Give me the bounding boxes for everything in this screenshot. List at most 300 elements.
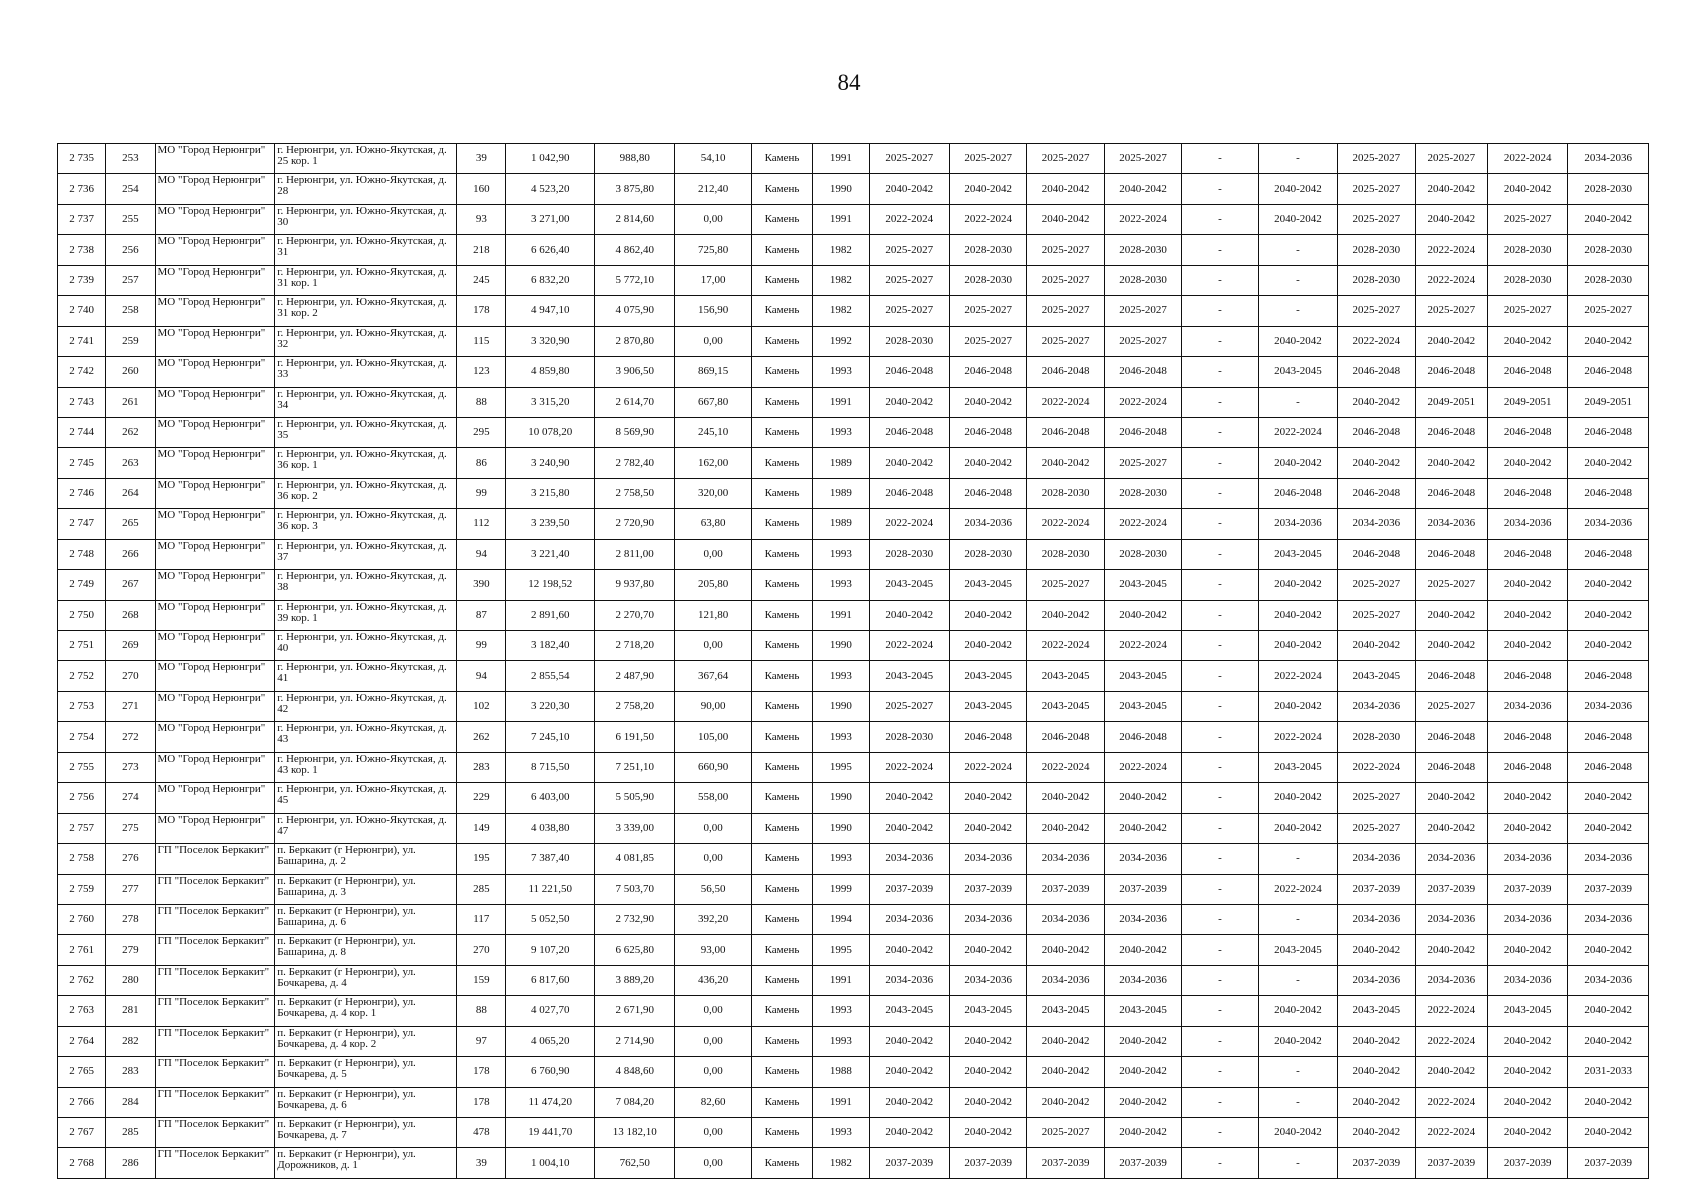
cell-wall-material: Камень — [751, 357, 812, 387]
cell-work-period-1: 2040-2042 — [869, 448, 949, 478]
cell-nonresidential-area: 0,00 — [675, 1118, 751, 1148]
cell-work-period-1: 2046-2048 — [869, 478, 949, 508]
cell-address: п. Беркакит (г Нерюнгри), ул. Башарина, д. 8 — [275, 935, 457, 965]
cell-municipality: ГП "Поселок Беркакит" — [155, 1148, 275, 1178]
cell-work-period-5: - — [1182, 783, 1258, 813]
cell-work-period-7: 2025-2027 — [1338, 570, 1415, 600]
cell-work-period-3: 2028-2030 — [1027, 539, 1104, 569]
cell-address: г. Нерюнгри, ул. Южно-Якутская, д. 38 — [275, 570, 457, 600]
cell-nonresidential-area: 0,00 — [675, 539, 751, 569]
cell-living-area: 4 848,60 — [594, 1057, 674, 1087]
cell-address: г. Нерюнгри, ул. Южно-Якутская, д. 42 — [275, 691, 457, 721]
cell-work-period-6: 2043-2045 — [1258, 357, 1337, 387]
cell-work-period-6: - — [1258, 235, 1337, 265]
cell-total-area: 3 221,40 — [506, 539, 595, 569]
cell-work-period-9: 2037-2039 — [1487, 1148, 1567, 1178]
cell-house-number: 262 — [106, 417, 155, 447]
cell-nonresidential-area: 0,00 — [675, 1148, 751, 1178]
cell-residents: 86 — [457, 448, 506, 478]
table-row — [58, 844, 1649, 874]
cell-work-period-4: 2040-2042 — [1104, 600, 1181, 630]
cell-work-period-8: 2046-2048 — [1415, 539, 1487, 569]
cell-work-period-7: 2025-2027 — [1338, 600, 1415, 630]
cell-total-area: 6 403,00 — [506, 783, 595, 813]
cell-row-number: 2 748 — [58, 539, 106, 569]
cell-municipality: МО "Город Нерюнгри" — [155, 539, 275, 569]
cell-living-area: 4 081,85 — [594, 844, 674, 874]
cell-work-period-8: 2040-2042 — [1415, 1057, 1487, 1087]
cell-work-period-2: 2040-2042 — [949, 1087, 1026, 1117]
cell-house-number: 253 — [106, 144, 155, 174]
cell-work-period-2: 2037-2039 — [949, 1148, 1026, 1178]
cell-house-number: 279 — [106, 935, 155, 965]
cell-total-area: 7 387,40 — [506, 844, 595, 874]
cell-residents: 39 — [457, 1148, 506, 1178]
cell-work-period-5: - — [1182, 1118, 1258, 1148]
cell-total-area: 4 065,20 — [506, 1026, 595, 1056]
cell-work-period-4: 2034-2036 — [1104, 904, 1181, 934]
cell-nonresidential-area: 56,50 — [675, 874, 751, 904]
cell-work-period-2: 2040-2042 — [949, 1118, 1026, 1148]
cell-work-period-1: 2040-2042 — [869, 935, 949, 965]
cell-work-period-3: 2040-2042 — [1027, 174, 1104, 204]
cell-nonresidential-area: 17,00 — [675, 265, 751, 295]
cell-address: г. Нерюнгри, ул. Южно-Якутская, д. 30 — [275, 204, 457, 234]
cell-work-period-1: 2025-2027 — [869, 265, 949, 295]
cell-municipality: ГП "Поселок Беркакит" — [155, 935, 275, 965]
cell-work-period-7: 2028-2030 — [1338, 722, 1415, 752]
cell-municipality: ГП "Поселок Беркакит" — [155, 1118, 275, 1148]
cell-year-built: 1993 — [813, 661, 869, 691]
cell-nonresidential-area: 367,64 — [675, 661, 751, 691]
cell-row-number: 2 737 — [58, 204, 106, 234]
cell-work-period-4: 2037-2039 — [1104, 874, 1181, 904]
cell-work-period-3: 2043-2045 — [1027, 661, 1104, 691]
cell-year-built: 1982 — [813, 1148, 869, 1178]
cell-work-period-2: 2040-2042 — [949, 600, 1026, 630]
cell-house-number: 274 — [106, 783, 155, 813]
cell-address: п. Беркакит (г Нерюнгри), ул. Дорожников, д. 1 — [275, 1148, 457, 1178]
cell-work-period-8: 2034-2036 — [1415, 965, 1487, 995]
cell-work-period-2: 2046-2048 — [949, 722, 1026, 752]
cell-wall-material: Камень — [751, 1087, 812, 1117]
table-row — [58, 539, 1649, 569]
cell-work-period-6: 2040-2042 — [1258, 174, 1337, 204]
cell-nonresidential-area: 725,80 — [675, 235, 751, 265]
table-row — [58, 935, 1649, 965]
cell-work-period-1: 2040-2042 — [869, 387, 949, 417]
cell-work-period-4: 2040-2042 — [1104, 783, 1181, 813]
cell-living-area: 2 758,50 — [594, 478, 674, 508]
cell-work-period-8: 2040-2042 — [1415, 174, 1487, 204]
cell-work-period-3: 2040-2042 — [1027, 204, 1104, 234]
cell-work-period-6: - — [1258, 1057, 1337, 1087]
cell-nonresidential-area: 156,90 — [675, 296, 751, 326]
cell-work-period-2: 2043-2045 — [949, 661, 1026, 691]
cell-work-period-10: 2040-2042 — [1568, 813, 1649, 843]
cell-row-number: 2 751 — [58, 631, 106, 661]
cell-work-period-7: 2037-2039 — [1338, 1148, 1415, 1178]
cell-work-period-7: 2040-2042 — [1338, 1026, 1415, 1056]
cell-work-period-5: - — [1182, 874, 1258, 904]
cell-work-period-10: 2046-2048 — [1568, 357, 1649, 387]
cell-work-period-8: 2040-2042 — [1415, 600, 1487, 630]
cell-work-period-2: 2034-2036 — [949, 904, 1026, 934]
cell-address: п. Беркакит (г Нерюнгри), ул. Башарина, д. 3 — [275, 874, 457, 904]
cell-work-period-5: - — [1182, 691, 1258, 721]
cell-year-built: 1989 — [813, 509, 869, 539]
cell-living-area: 2 758,20 — [594, 691, 674, 721]
cell-year-built: 1990 — [813, 783, 869, 813]
cell-residents: 285 — [457, 874, 506, 904]
table-row — [58, 904, 1649, 934]
cell-total-area: 4 027,70 — [506, 996, 595, 1026]
cell-work-period-10: 2040-2042 — [1568, 1087, 1649, 1117]
cell-work-period-3: 2040-2042 — [1027, 1057, 1104, 1087]
cell-work-period-4: 2028-2030 — [1104, 235, 1181, 265]
cell-row-number: 2 749 — [58, 570, 106, 600]
table-row — [58, 965, 1649, 995]
cell-work-period-1: 2040-2042 — [869, 1026, 949, 1056]
cell-year-built: 1993 — [813, 1026, 869, 1056]
cell-work-period-7: 2022-2024 — [1338, 752, 1415, 782]
cell-wall-material: Камень — [751, 631, 812, 661]
cell-address: г. Нерюнгри, ул. Южно-Якутская, д. 31 кор. 2 — [275, 296, 457, 326]
cell-work-period-2: 2028-2030 — [949, 539, 1026, 569]
cell-work-period-7: 2025-2027 — [1338, 813, 1415, 843]
cell-work-period-9: 2037-2039 — [1487, 874, 1567, 904]
cell-municipality: МО "Город Нерюнгри" — [155, 417, 275, 447]
cell-nonresidential-area: 392,20 — [675, 904, 751, 934]
cell-work-period-5: - — [1182, 417, 1258, 447]
cell-nonresidential-area: 0,00 — [675, 996, 751, 1026]
cell-work-period-4: 2043-2045 — [1104, 996, 1181, 1026]
cell-work-period-7: 2043-2045 — [1338, 661, 1415, 691]
cell-work-period-9: 2025-2027 — [1487, 204, 1567, 234]
cell-wall-material: Камень — [751, 448, 812, 478]
cell-living-area: 2 814,60 — [594, 204, 674, 234]
cell-year-built: 1993 — [813, 1118, 869, 1148]
cell-work-period-7: 2034-2036 — [1338, 509, 1415, 539]
cell-work-period-9: 2040-2042 — [1487, 935, 1567, 965]
cell-address: п. Беркакит (г Нерюнгри), ул. Бочкарева, д. 4 кор. 2 — [275, 1026, 457, 1056]
cell-work-period-1: 2040-2042 — [869, 600, 949, 630]
cell-residents: 123 — [457, 357, 506, 387]
cell-total-area: 3 239,50 — [506, 509, 595, 539]
cell-municipality: МО "Город Нерюнгри" — [155, 631, 275, 661]
cell-work-period-5: - — [1182, 539, 1258, 569]
cell-work-period-4: 2046-2048 — [1104, 357, 1181, 387]
table-row — [58, 509, 1649, 539]
cell-work-period-7: 2034-2036 — [1338, 844, 1415, 874]
cell-work-period-6: 2040-2042 — [1258, 448, 1337, 478]
cell-work-period-5: - — [1182, 813, 1258, 843]
cell-work-period-8: 2034-2036 — [1415, 509, 1487, 539]
cell-total-area: 2 891,60 — [506, 600, 595, 630]
cell-nonresidential-area: 667,80 — [675, 387, 751, 417]
cell-residents: 262 — [457, 722, 506, 752]
cell-total-area: 3 315,20 — [506, 387, 595, 417]
cell-work-period-9: 2046-2048 — [1487, 539, 1567, 569]
cell-work-period-6: 2022-2024 — [1258, 661, 1337, 691]
cell-work-period-6: - — [1258, 1148, 1337, 1178]
table-row — [58, 813, 1649, 843]
cell-municipality: ГП "Поселок Беркакит" — [155, 1057, 275, 1087]
cell-wall-material: Камень — [751, 904, 812, 934]
cell-work-period-10: 2037-2039 — [1568, 1148, 1649, 1178]
cell-work-period-5: - — [1182, 265, 1258, 295]
cell-total-area: 6 626,40 — [506, 235, 595, 265]
cell-work-period-1: 2040-2042 — [869, 1118, 949, 1148]
cell-residents: 97 — [457, 1026, 506, 1056]
cell-work-period-6: - — [1258, 387, 1337, 417]
cell-wall-material: Камень — [751, 570, 812, 600]
cell-row-number: 2 766 — [58, 1087, 106, 1117]
table-row — [58, 570, 1649, 600]
cell-work-period-5: - — [1182, 722, 1258, 752]
cell-municipality: МО "Город Нерюнгри" — [155, 296, 275, 326]
cell-address: г. Нерюнгри, ул. Южно-Якутская, д. 33 — [275, 357, 457, 387]
cell-work-period-5: - — [1182, 752, 1258, 782]
cell-work-period-10: 2046-2048 — [1568, 417, 1649, 447]
cell-year-built: 1991 — [813, 204, 869, 234]
cell-living-area: 2 811,00 — [594, 539, 674, 569]
cell-work-period-2: 2043-2045 — [949, 570, 1026, 600]
cell-living-area: 8 569,90 — [594, 417, 674, 447]
cell-address: г. Нерюнгри, ул. Южно-Якутская, д. 36 кор. 2 — [275, 478, 457, 508]
cell-work-period-2: 2037-2039 — [949, 874, 1026, 904]
cell-work-period-6: 2040-2042 — [1258, 600, 1337, 630]
cell-work-period-10: 2040-2042 — [1568, 1026, 1649, 1056]
cell-nonresidential-area: 320,00 — [675, 478, 751, 508]
cell-work-period-7: 2028-2030 — [1338, 265, 1415, 295]
cell-address: г. Нерюнгри, ул. Южно-Якутская, д. 36 кор. 3 — [275, 509, 457, 539]
cell-work-period-3: 2025-2027 — [1027, 326, 1104, 356]
cell-living-area: 5 772,10 — [594, 265, 674, 295]
cell-work-period-4: 2025-2027 — [1104, 326, 1181, 356]
cell-work-period-4: 2028-2030 — [1104, 539, 1181, 569]
cell-address: г. Нерюнгри, ул. Южно-Якутская, д. 37 — [275, 539, 457, 569]
cell-work-period-9: 2040-2042 — [1487, 448, 1567, 478]
cell-municipality: ГП "Поселок Беркакит" — [155, 844, 275, 874]
cell-work-period-6: - — [1258, 265, 1337, 295]
cell-work-period-2: 2034-2036 — [949, 965, 1026, 995]
cell-work-period-6: - — [1258, 1087, 1337, 1117]
cell-work-period-6: 2022-2024 — [1258, 722, 1337, 752]
cell-work-period-1: 2040-2042 — [869, 1087, 949, 1117]
cell-year-built: 1990 — [813, 631, 869, 661]
cell-work-period-2: 2040-2042 — [949, 1057, 1026, 1087]
cell-work-period-6: 2043-2045 — [1258, 539, 1337, 569]
cell-work-period-7: 2040-2042 — [1338, 387, 1415, 417]
cell-work-period-5: - — [1182, 1148, 1258, 1178]
cell-municipality: МО "Город Нерюнгри" — [155, 722, 275, 752]
cell-nonresidential-area: 558,00 — [675, 783, 751, 813]
cell-total-area: 4 523,20 — [506, 174, 595, 204]
cell-row-number: 2 741 — [58, 326, 106, 356]
cell-work-period-10: 2034-2036 — [1568, 965, 1649, 995]
cell-year-built: 1993 — [813, 417, 869, 447]
cell-work-period-6: 2040-2042 — [1258, 631, 1337, 661]
cell-living-area: 2 782,40 — [594, 448, 674, 478]
cell-total-area: 2 855,54 — [506, 661, 595, 691]
cell-work-period-4: 2025-2027 — [1104, 144, 1181, 174]
cell-house-number: 259 — [106, 326, 155, 356]
cell-work-period-7: 2028-2030 — [1338, 235, 1415, 265]
cell-residents: 39 — [457, 144, 506, 174]
cell-work-period-2: 2040-2042 — [949, 935, 1026, 965]
cell-house-number: 265 — [106, 509, 155, 539]
cell-municipality: МО "Город Нерюнгри" — [155, 448, 275, 478]
cell-residents: 88 — [457, 996, 506, 1026]
cell-address: п. Беркакит (г Нерюнгри), ул. Башарина, д. 6 — [275, 904, 457, 934]
cell-work-period-10: 2046-2048 — [1568, 478, 1649, 508]
cell-work-period-5: - — [1182, 1087, 1258, 1117]
cell-year-built: 1991 — [813, 965, 869, 995]
cell-work-period-4: 2037-2039 — [1104, 1148, 1181, 1178]
cell-row-number: 2 754 — [58, 722, 106, 752]
cell-work-period-6: 2022-2024 — [1258, 874, 1337, 904]
cell-work-period-8: 2040-2042 — [1415, 935, 1487, 965]
cell-wall-material: Камень — [751, 661, 812, 691]
cell-work-period-8: 2046-2048 — [1415, 722, 1487, 752]
cell-house-number: 278 — [106, 904, 155, 934]
cell-house-number: 261 — [106, 387, 155, 417]
cell-wall-material: Камень — [751, 783, 812, 813]
cell-work-period-9: 2046-2048 — [1487, 478, 1567, 508]
cell-wall-material: Камень — [751, 174, 812, 204]
cell-wall-material: Камень — [751, 722, 812, 752]
cell-municipality: МО "Город Нерюнгри" — [155, 144, 275, 174]
cell-work-period-3: 2025-2027 — [1027, 1118, 1104, 1148]
cell-work-period-4: 2043-2045 — [1104, 691, 1181, 721]
cell-work-period-9: 2046-2048 — [1487, 661, 1567, 691]
cell-work-period-1: 2034-2036 — [869, 904, 949, 934]
cell-work-period-7: 2040-2042 — [1338, 631, 1415, 661]
cell-house-number: 257 — [106, 265, 155, 295]
cell-work-period-9: 2022-2024 — [1487, 144, 1567, 174]
cell-work-period-10: 2040-2042 — [1568, 935, 1649, 965]
cell-nonresidential-area: 660,90 — [675, 752, 751, 782]
cell-work-period-9: 2034-2036 — [1487, 965, 1567, 995]
cell-work-period-6: - — [1258, 904, 1337, 934]
cell-total-area: 3 320,90 — [506, 326, 595, 356]
cell-work-period-9: 2034-2036 — [1487, 844, 1567, 874]
cell-work-period-6: 2040-2042 — [1258, 326, 1337, 356]
cell-house-number: 282 — [106, 1026, 155, 1056]
cell-work-period-2: 2034-2036 — [949, 844, 1026, 874]
cell-work-period-10: 2034-2036 — [1568, 509, 1649, 539]
cell-work-period-2: 2040-2042 — [949, 813, 1026, 843]
cell-total-area: 1 042,90 — [506, 144, 595, 174]
cell-year-built: 1994 — [813, 904, 869, 934]
cell-year-built: 1989 — [813, 448, 869, 478]
cell-address: п. Беркакит (г Нерюнгри), ул. Башарина, д. 2 — [275, 844, 457, 874]
cell-row-number: 2 760 — [58, 904, 106, 934]
cell-living-area: 7 503,70 — [594, 874, 674, 904]
cell-municipality: МО "Город Нерюнгри" — [155, 235, 275, 265]
cell-living-area: 5 505,90 — [594, 783, 674, 813]
cell-work-period-4: 2022-2024 — [1104, 752, 1181, 782]
cell-house-number: 271 — [106, 691, 155, 721]
cell-work-period-7: 2040-2042 — [1338, 1057, 1415, 1087]
cell-wall-material: Камень — [751, 996, 812, 1026]
cell-work-period-3: 2037-2039 — [1027, 1148, 1104, 1178]
cell-work-period-5: - — [1182, 174, 1258, 204]
cell-wall-material: Камень — [751, 691, 812, 721]
cell-municipality: ГП "Поселок Беркакит" — [155, 874, 275, 904]
cell-work-period-1: 2046-2048 — [869, 357, 949, 387]
cell-work-period-1: 2022-2024 — [869, 204, 949, 234]
cell-work-period-1: 2040-2042 — [869, 813, 949, 843]
cell-row-number: 2 753 — [58, 691, 106, 721]
cell-address: г. Нерюнгри, ул. Южно-Якутская, д. 40 — [275, 631, 457, 661]
cell-work-period-3: 2040-2042 — [1027, 1087, 1104, 1117]
cell-wall-material: Камень — [751, 539, 812, 569]
cell-wall-material: Камень — [751, 417, 812, 447]
cell-row-number: 2 761 — [58, 935, 106, 965]
cell-work-period-10: 2025-2027 — [1568, 296, 1649, 326]
cell-year-built: 1999 — [813, 874, 869, 904]
cell-work-period-2: 2043-2045 — [949, 691, 1026, 721]
cell-residents: 112 — [457, 509, 506, 539]
cell-work-period-1: 2034-2036 — [869, 965, 949, 995]
cell-work-period-9: 2034-2036 — [1487, 904, 1567, 934]
cell-work-period-4: 2043-2045 — [1104, 661, 1181, 691]
cell-residents: 93 — [457, 204, 506, 234]
table-row — [58, 783, 1649, 813]
cell-house-number: 272 — [106, 722, 155, 752]
cell-wall-material: Камень — [751, 1026, 812, 1056]
cell-total-area: 3 220,30 — [506, 691, 595, 721]
cell-work-period-3: 2025-2027 — [1027, 296, 1104, 326]
cell-residents: 87 — [457, 600, 506, 630]
cell-work-period-7: 2043-2045 — [1338, 996, 1415, 1026]
cell-work-period-6: - — [1258, 144, 1337, 174]
cell-work-period-10: 2040-2042 — [1568, 783, 1649, 813]
cell-work-period-7: 2040-2042 — [1338, 935, 1415, 965]
cell-year-built: 1990 — [813, 813, 869, 843]
cell-total-area: 3 182,40 — [506, 631, 595, 661]
cell-house-number: 286 — [106, 1148, 155, 1178]
table-body — [58, 144, 1649, 1179]
cell-work-period-8: 2025-2027 — [1415, 691, 1487, 721]
cell-row-number: 2 759 — [58, 874, 106, 904]
cell-total-area: 9 107,20 — [506, 935, 595, 965]
cell-municipality: МО "Город Нерюнгри" — [155, 204, 275, 234]
cell-residents: 218 — [457, 235, 506, 265]
cell-row-number: 2 758 — [58, 844, 106, 874]
table-row — [58, 478, 1649, 508]
cell-work-period-10: 2034-2036 — [1568, 144, 1649, 174]
cell-work-period-4: 2040-2042 — [1104, 1118, 1181, 1148]
cell-nonresidential-area: 90,00 — [675, 691, 751, 721]
cell-work-period-5: - — [1182, 235, 1258, 265]
cell-residents: 478 — [457, 1118, 506, 1148]
cell-municipality: ГП "Поселок Беркакит" — [155, 1026, 275, 1056]
cell-work-period-6: 2040-2042 — [1258, 570, 1337, 600]
cell-work-period-2: 2046-2048 — [949, 417, 1026, 447]
cell-wall-material: Камень — [751, 965, 812, 995]
cell-work-period-2: 2046-2048 — [949, 357, 1026, 387]
cell-work-period-4: 2046-2048 — [1104, 417, 1181, 447]
cell-house-number: 255 — [106, 204, 155, 234]
cell-work-period-9: 2040-2042 — [1487, 1057, 1567, 1087]
cell-total-area: 19 441,70 — [506, 1118, 595, 1148]
cell-residents: 94 — [457, 661, 506, 691]
cell-residents: 178 — [457, 1057, 506, 1087]
cell-work-period-2: 2025-2027 — [949, 326, 1026, 356]
